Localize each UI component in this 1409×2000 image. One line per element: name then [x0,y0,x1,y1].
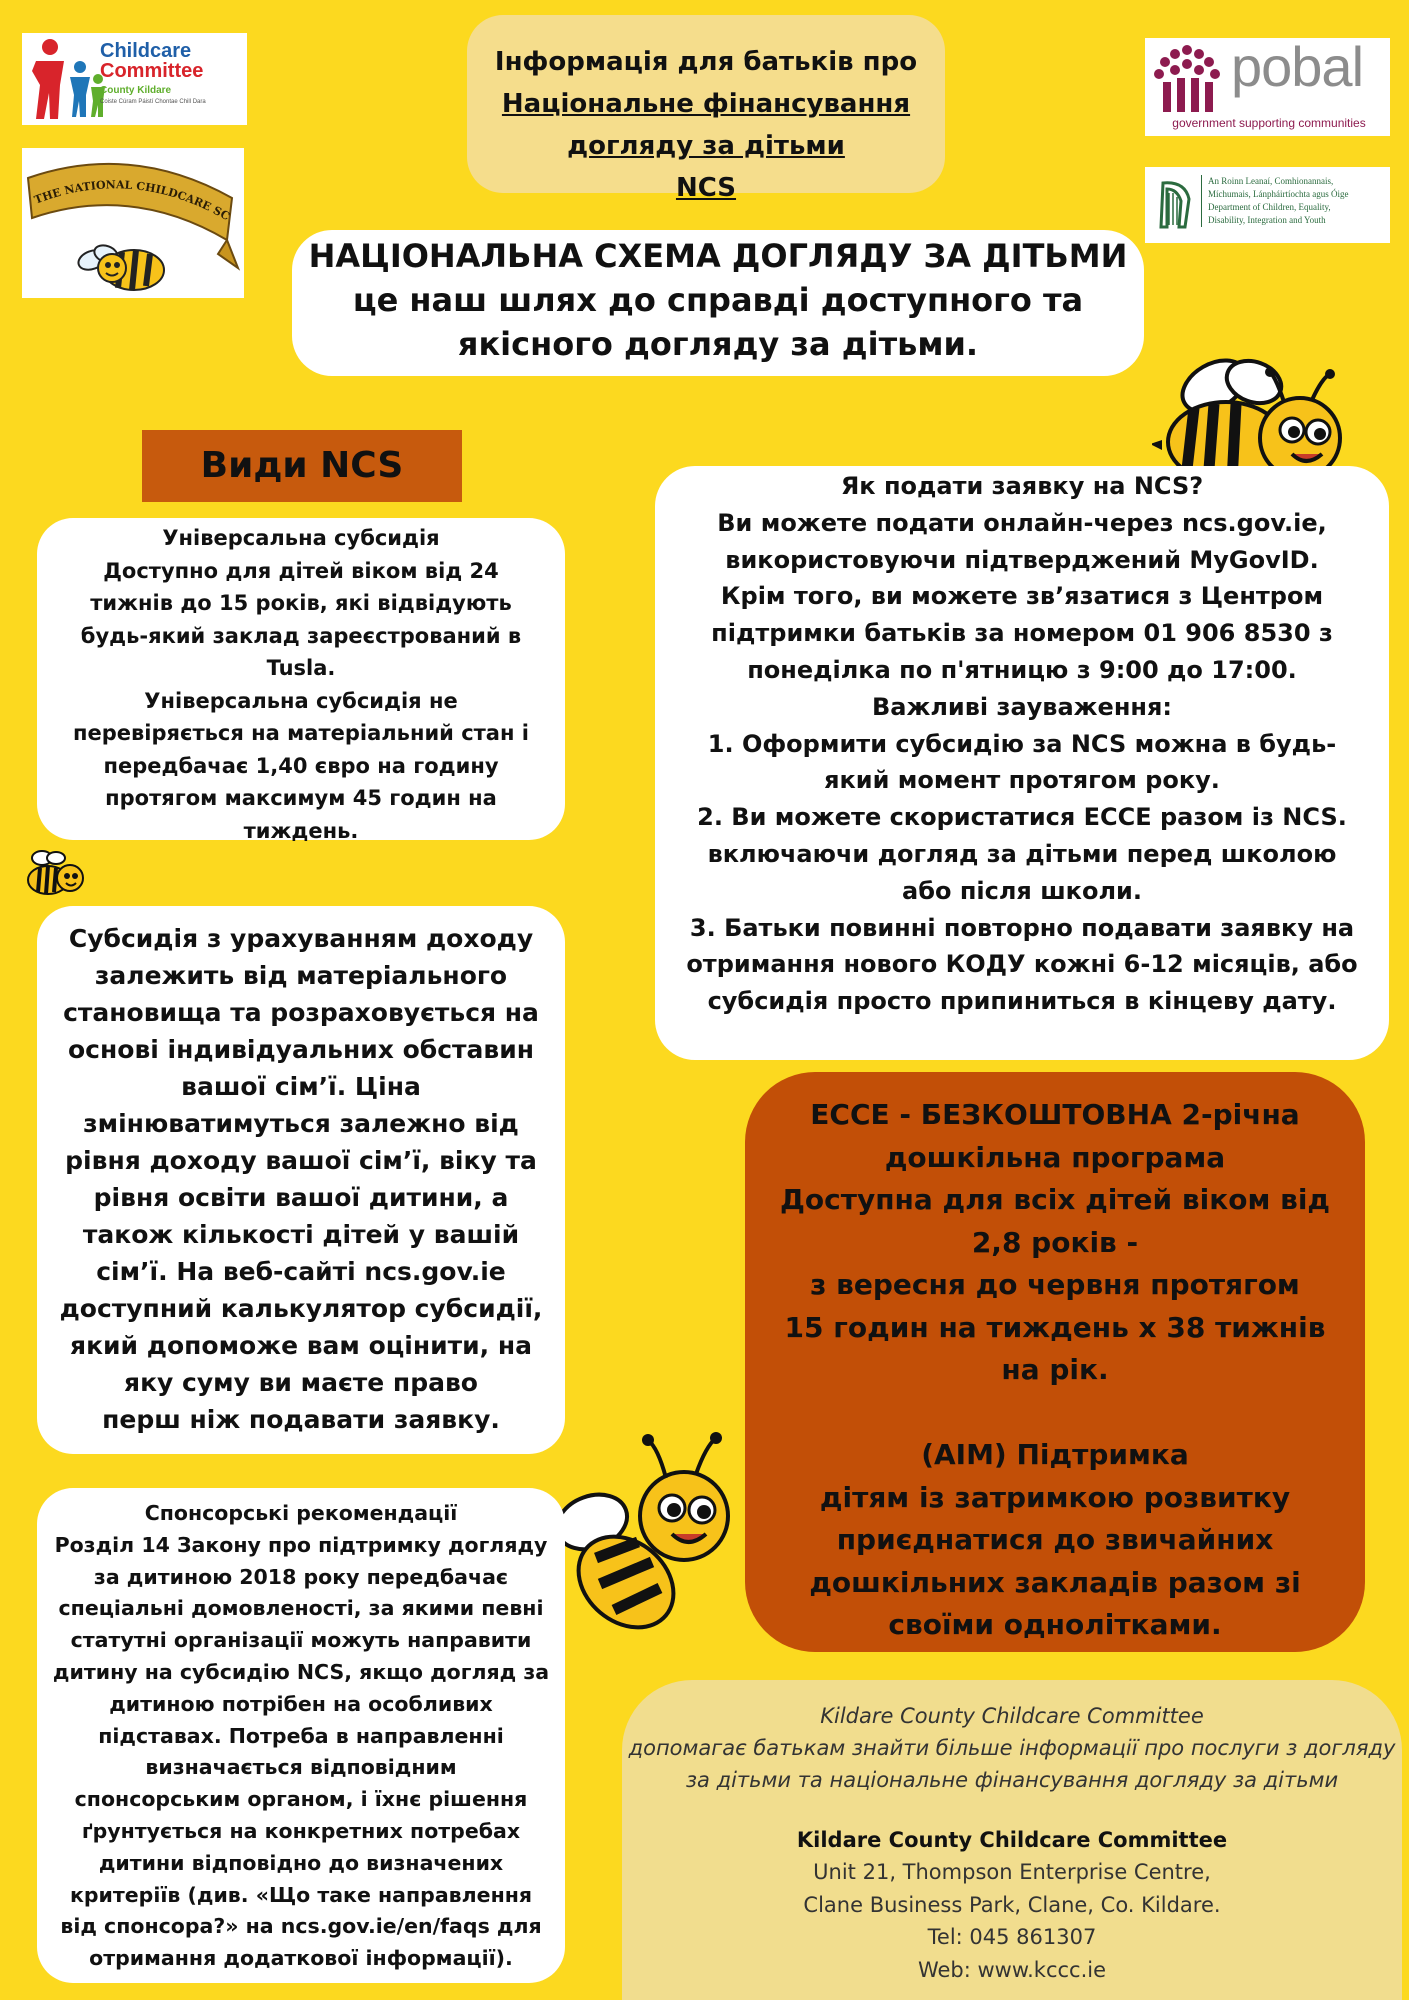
apply-title: Як подати заявку на NCS? [840,472,1204,500]
apply-line: 1. Оформити субсидію за NCS можна в будь- [707,729,1337,758]
apply-notes-title: Важливі зауваження: [871,692,1173,721]
childcare-logo-county: County Kildare [100,85,172,96]
header-box [467,15,945,203]
sponsor-line: дитини відповідно до визначених [98,1850,504,1875]
bee-small-icon [22,848,88,900]
universal-line: Tusla. [266,656,336,680]
childcare-logo-irish: Coiste Cúram Páistí Chontae Chill Dara [100,99,206,105]
ecce-line: Доступна для всіх дітей віком від [779,1183,1331,1216]
apply-line: понеділка по п'ятницю з 9:00 до 17:00. [747,655,1297,684]
ecce-box [745,1072,1365,1652]
department-line-4: Disability, Integration and Youth [1208,215,1326,225]
contact-address-line: Unit 21, Thompson Enterprise Centre, [813,1860,1211,1884]
ecce-line: 2,8 років - [971,1225,1139,1259]
income-line: перш ніж подавати заявку. [102,1405,500,1434]
department-line-2: Míchumais, Lánpháirtíochta agus Óige [1208,189,1349,199]
universal-line: тижнів до 15 років, які відвідують [90,591,512,615]
apply-line: або після школи. [902,876,1142,905]
ecce-line: 15 годин на тиждень x 38 тижнів [784,1310,1326,1344]
ecce-line: приєднатися до звичайних [836,1523,1274,1556]
headline-line-1: НАЦІОНАЛЬНА СХЕМА ДОГЛЯДУ ЗА ДІТЬМИ [308,237,1128,275]
headline-line-2: це наш шлях до справді доступного та [352,281,1084,319]
sponsor-line: від спонсора?» на ncs.gov.ie/en/faqs для [60,1914,542,1939]
types-heading: Види NCS [142,430,462,502]
income-line: змінюватимуться залежно від [83,1109,519,1138]
income-line: залежить від матеріального [94,961,508,990]
headline-line-3: якісного догляду за дітьми. [457,325,979,363]
childcare-figures-icon [28,37,108,121]
ecce-blank [745,1392,1365,1435]
pobal-logo [1145,35,1390,136]
department-line-1: An Roinn Leanaí, Comhionannais, [1208,176,1334,186]
contact-italic-line: за дітьми та національне фінансування догляду за дітьми [685,1768,1339,1792]
sponsor-line: отримання додаткової інформації). [89,1946,513,1971]
income-line: який допоможе вам оцінити, на [70,1331,532,1360]
ecce-line: дошкільних закладів разом зі [809,1565,1301,1599]
childcare-logo-line2: Committee [100,60,204,82]
apply-box [655,466,1389,1060]
income-line: рівня доходу вашої сім’ї, віку та [65,1146,537,1175]
universal-line: будь-який заклад зареєстрований в [80,623,522,648]
universal-line: перевіряється на матеріальний стан і [72,721,530,745]
ecce-line: на рік. [1001,1353,1109,1386]
apply-line: 2. Ви можете скористатися ECCE разом із NCS. [697,803,1347,832]
pobal-dots-icon [1149,44,1225,114]
universal-title: Універсальна субсидія [162,526,440,550]
sponsor-line: статутні організації можуть направити [70,1628,532,1653]
income-line: основі індивідуальних обставин [68,1035,534,1064]
income-subsidy-box [37,906,565,1454]
pobal-tagline: government supporting communities [1172,116,1366,130]
sponsor-line: дитину на субсидію NCS, якщо догляд за [52,1659,550,1684]
harp-icon [1155,179,1195,231]
sponsor-line: Розділ 14 Закону про підтримку догляду [54,1532,548,1557]
apply-line: Крім того, ви можете зв’язатися з Центром [720,582,1324,611]
income-line: рівня освіти вашої дитини, а [93,1183,509,1212]
contact-address-line: Clane Business Park, Clane, Co. Kildare. [803,1892,1221,1917]
sponsor-box [37,1488,565,1983]
header-line-3: догляду за дітьми [567,131,845,161]
contact-phone: Tel: 045 861307 [927,1925,1097,1949]
sponsor-line: за дитиною 2018 року передбачає [93,1564,509,1589]
apply-line: використовуючи підтверджений MyGovID. [725,545,1319,574]
ecce-title: ECCE - БЕЗКОШТОВНА 2-річна [810,1098,1300,1131]
sponsor-line: спеціальні домовленості, за якими певні [58,1596,544,1621]
header-line-2: Національне фінансування [501,89,911,119]
pobal-name: pobal [1231,35,1364,98]
ncs-bee-banner-icon [22,148,244,298]
sponsor-line: підставах. Потреба в направленні [98,1723,504,1748]
universal-line: Універсальна субсидія не [144,688,458,713]
ecce-line: з вересня до червня протягом [810,1268,1300,1301]
apply-line: отримання нового КОДУ кожні 6-12 місяців, або [686,950,1358,979]
contact-italic-line: Kildare County Childcare Committee [820,1704,1204,1728]
sponsor-line: дитиною потрібен на особливих [109,1691,493,1716]
apply-line: включаючи догляд за дітьми перед школою [707,839,1337,868]
department-logo [1145,167,1390,243]
apply-line: підтримки батьків за номером 01 906 8530 з [711,619,1333,648]
income-line: також кількості дітей у вашій [82,1220,520,1249]
apply-line: 3. Батьки повинні повторно подавати заявку на [689,913,1355,942]
contact-web: Web: www.kccc.ie [917,1957,1107,1982]
apply-line: субсидія просто припиниться в кінцеву дату. [707,987,1337,1016]
department-line-3: Department of Children, Equality, [1208,202,1331,212]
sponsor-line: ґрунтується на конкретних потребах [81,1818,521,1843]
income-line: доступний калькулятор субсидії, [59,1294,543,1323]
ncs-banner-text: THE NATIONAL CHILDCARE SC [32,178,232,224]
sponsor-line: спонсорським органом, і їхнє рішення [74,1787,528,1812]
sponsor-line: визначається відповідним [145,1755,457,1780]
universal-line: тиждень. [243,818,359,843]
universal-subsidy-box [37,518,565,843]
header-line-4: NCS [675,173,737,203]
contact-box [622,1680,1402,2000]
aim-title: (AIM) Підтримка [921,1438,1189,1471]
ncs-bee-logo [22,148,244,298]
income-line: яку суму ви маєте право [124,1368,478,1397]
childcare-committee-logo [22,33,247,125]
sponsor-line: критеріїв (див. «Що таке направлення [69,1882,533,1907]
universal-line: протягом максимум 45 годин на [105,786,497,810]
bee-large-bottom-icon [556,1432,766,1652]
universal-line: передбачає 1,40 євро на годину [103,753,499,778]
ecce-line: своїми однолітками. [888,1608,1222,1641]
income-line: становища та розраховується на [63,998,539,1027]
ecce-line: дітям із затримкою розвитку [819,1480,1291,1514]
headline-box [292,230,1144,376]
childcare-logo-line1: Childcare [100,40,192,62]
apply-line: який момент протягом року. [824,766,1220,795]
apply-line: Ви можете подати онлайн-через ncs.gov.ie, [717,508,1327,537]
header-line-1: Інформація для батьків про [494,47,918,77]
contact-italic-line: допомагає батькам знайти більше інформації про послуги з догляду [628,1736,1396,1760]
universal-line: Доступно для дітей віком від 24 [103,558,499,583]
income-line: Субсидія з урахуванням доходу [68,924,534,953]
income-line: сім’ї. На веб-сайті ncs.gov.ie [96,1257,506,1286]
ecce-line: дошкільна програма [884,1140,1226,1174]
contact-org: Kildare County Childcare Committee [796,1828,1228,1852]
income-line: вашої сім’ї. Ціна [181,1072,421,1101]
sponsor-title: Спонсорські рекомендації [144,1501,458,1525]
